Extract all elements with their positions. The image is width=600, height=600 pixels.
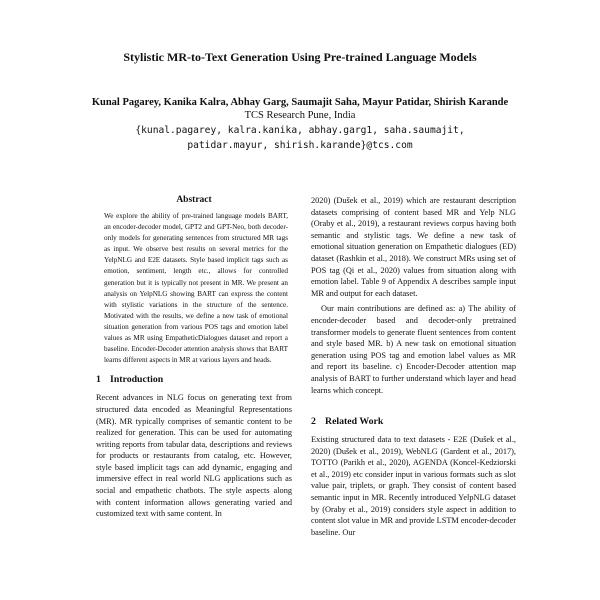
author-emails	[0, 123, 600, 153]
contributions-paragraph: Our main contributions are defined as: a) The ability of encoder-decoder based and decoder-only pretrained transformer models to generate fluent sentences from content and style based MR. b) A new task on emotional situation generation using POS tag and emotion label values as MR and report its baseline. c) Encoder-Decoder attention map analysis of BART to further understand which layer and head learns which concept.	[311, 304, 516, 395]
abstract-text: We explore the ability of pre-trained language models BART, an encoder-decoder model, GPT2 and GPT-Neo, both decoder-only models for generating sentences from structured MR tags as input. We observe best results on several metrics for the YelpNLG and E2E datasets. Style based implicit tags such as emotion, sentiment, length etc., allows for controlled generation but it is typically not present in MR. We present an analysis on YelpNLG showing BART can express the content with stylistic variations in the structure of the sentence. Motivated with the results, we define a new task of emotional situation generation from various POS tags and emotion label values as MR using EmpatheticDialogues dataset and report a baseline. Encoder-Decoder attention analysis shows that BART learns different aspects in MR at various layers and heads.	[104, 212, 288, 365]
section-heading-introduction	[96, 374, 292, 385]
right-column	[311, 195, 516, 538]
section-spacer	[311, 396, 516, 408]
abstract-heading: Abstract	[176, 195, 212, 205]
email-line: {kunal.pagarey, kalra.kanika, abhay.garg1, saha.saumajit,	[135, 125, 465, 136]
email-line: patidar.mayur, shirish.karande}@tcs.com	[187, 140, 413, 151]
section-title: Introduction	[110, 374, 164, 386]
section-title: Related Work	[325, 416, 384, 428]
related-work-text: Existing structured data to text datasets - E2E (Dušek et al., 2020) (Dušek et al., 2019), WebNLG (Gardent et al., 2017), TOTTO (Parikh et al., 2020), AGENDA (Koncel-Kedziorski et al., 2019) etc consider input in various formats such as slot value pair, triplets, or graph. They consist of content based semantic input in MR. Recently introduced YelpNLG dataset by (Oraby et al., 2019) considers style aspect in addition to content slot value in MR and provide LSTM encoder-decoder baseline. Our	[311, 435, 516, 537]
paper-title: Stylistic MR-to-Text Generation Using Pre-trained Language Models	[123, 50, 477, 64]
introduction-text: Recent advances in NLG focus on generating text from structured data encoded as Meaningful Representations (MR). MR typically comprises of semantic content to be realized for generation. This can be used for automating writing reports from tabular data, descriptions and reviews for products or restaurants from catalog, etc. However, style based implicit tags can add dynamic, engaging and immersive effect in real world NLG applications such as social and empathetic chatbots. The style aspects along with content information allows generating varied and customized text with same content. In	[96, 393, 292, 519]
section-number: 2	[311, 416, 316, 428]
left-column	[96, 195, 292, 520]
author-list: Kunal Pagarey, Kanika Kalra, Abhay Garg, Saumajit Saha, Mayur Patidar, Shirish Karande	[91, 97, 509, 108]
affiliation: TCS Research Pune, India	[244, 110, 356, 121]
section-heading-related-work	[311, 416, 516, 427]
section-number: 1	[96, 374, 101, 386]
introduction-continued-text: 2020) (Dušek et al., 2019) which are restaurant description datasets comprising of content based MR and Yelp NLG (Oraby et al., 2019), a restaurant reviews corpus having both semantic and stylistic tags. We define a new task of emotional situation generation on Empathetic dialogues (ED) dataset (Rashkin et al., 2018). We construct MRs using set of POS tag (Qi et al., 2020) values from situation along with emotion label. Table 9 of Appendix A describes sample input MR and output for each dataset.	[311, 196, 516, 298]
